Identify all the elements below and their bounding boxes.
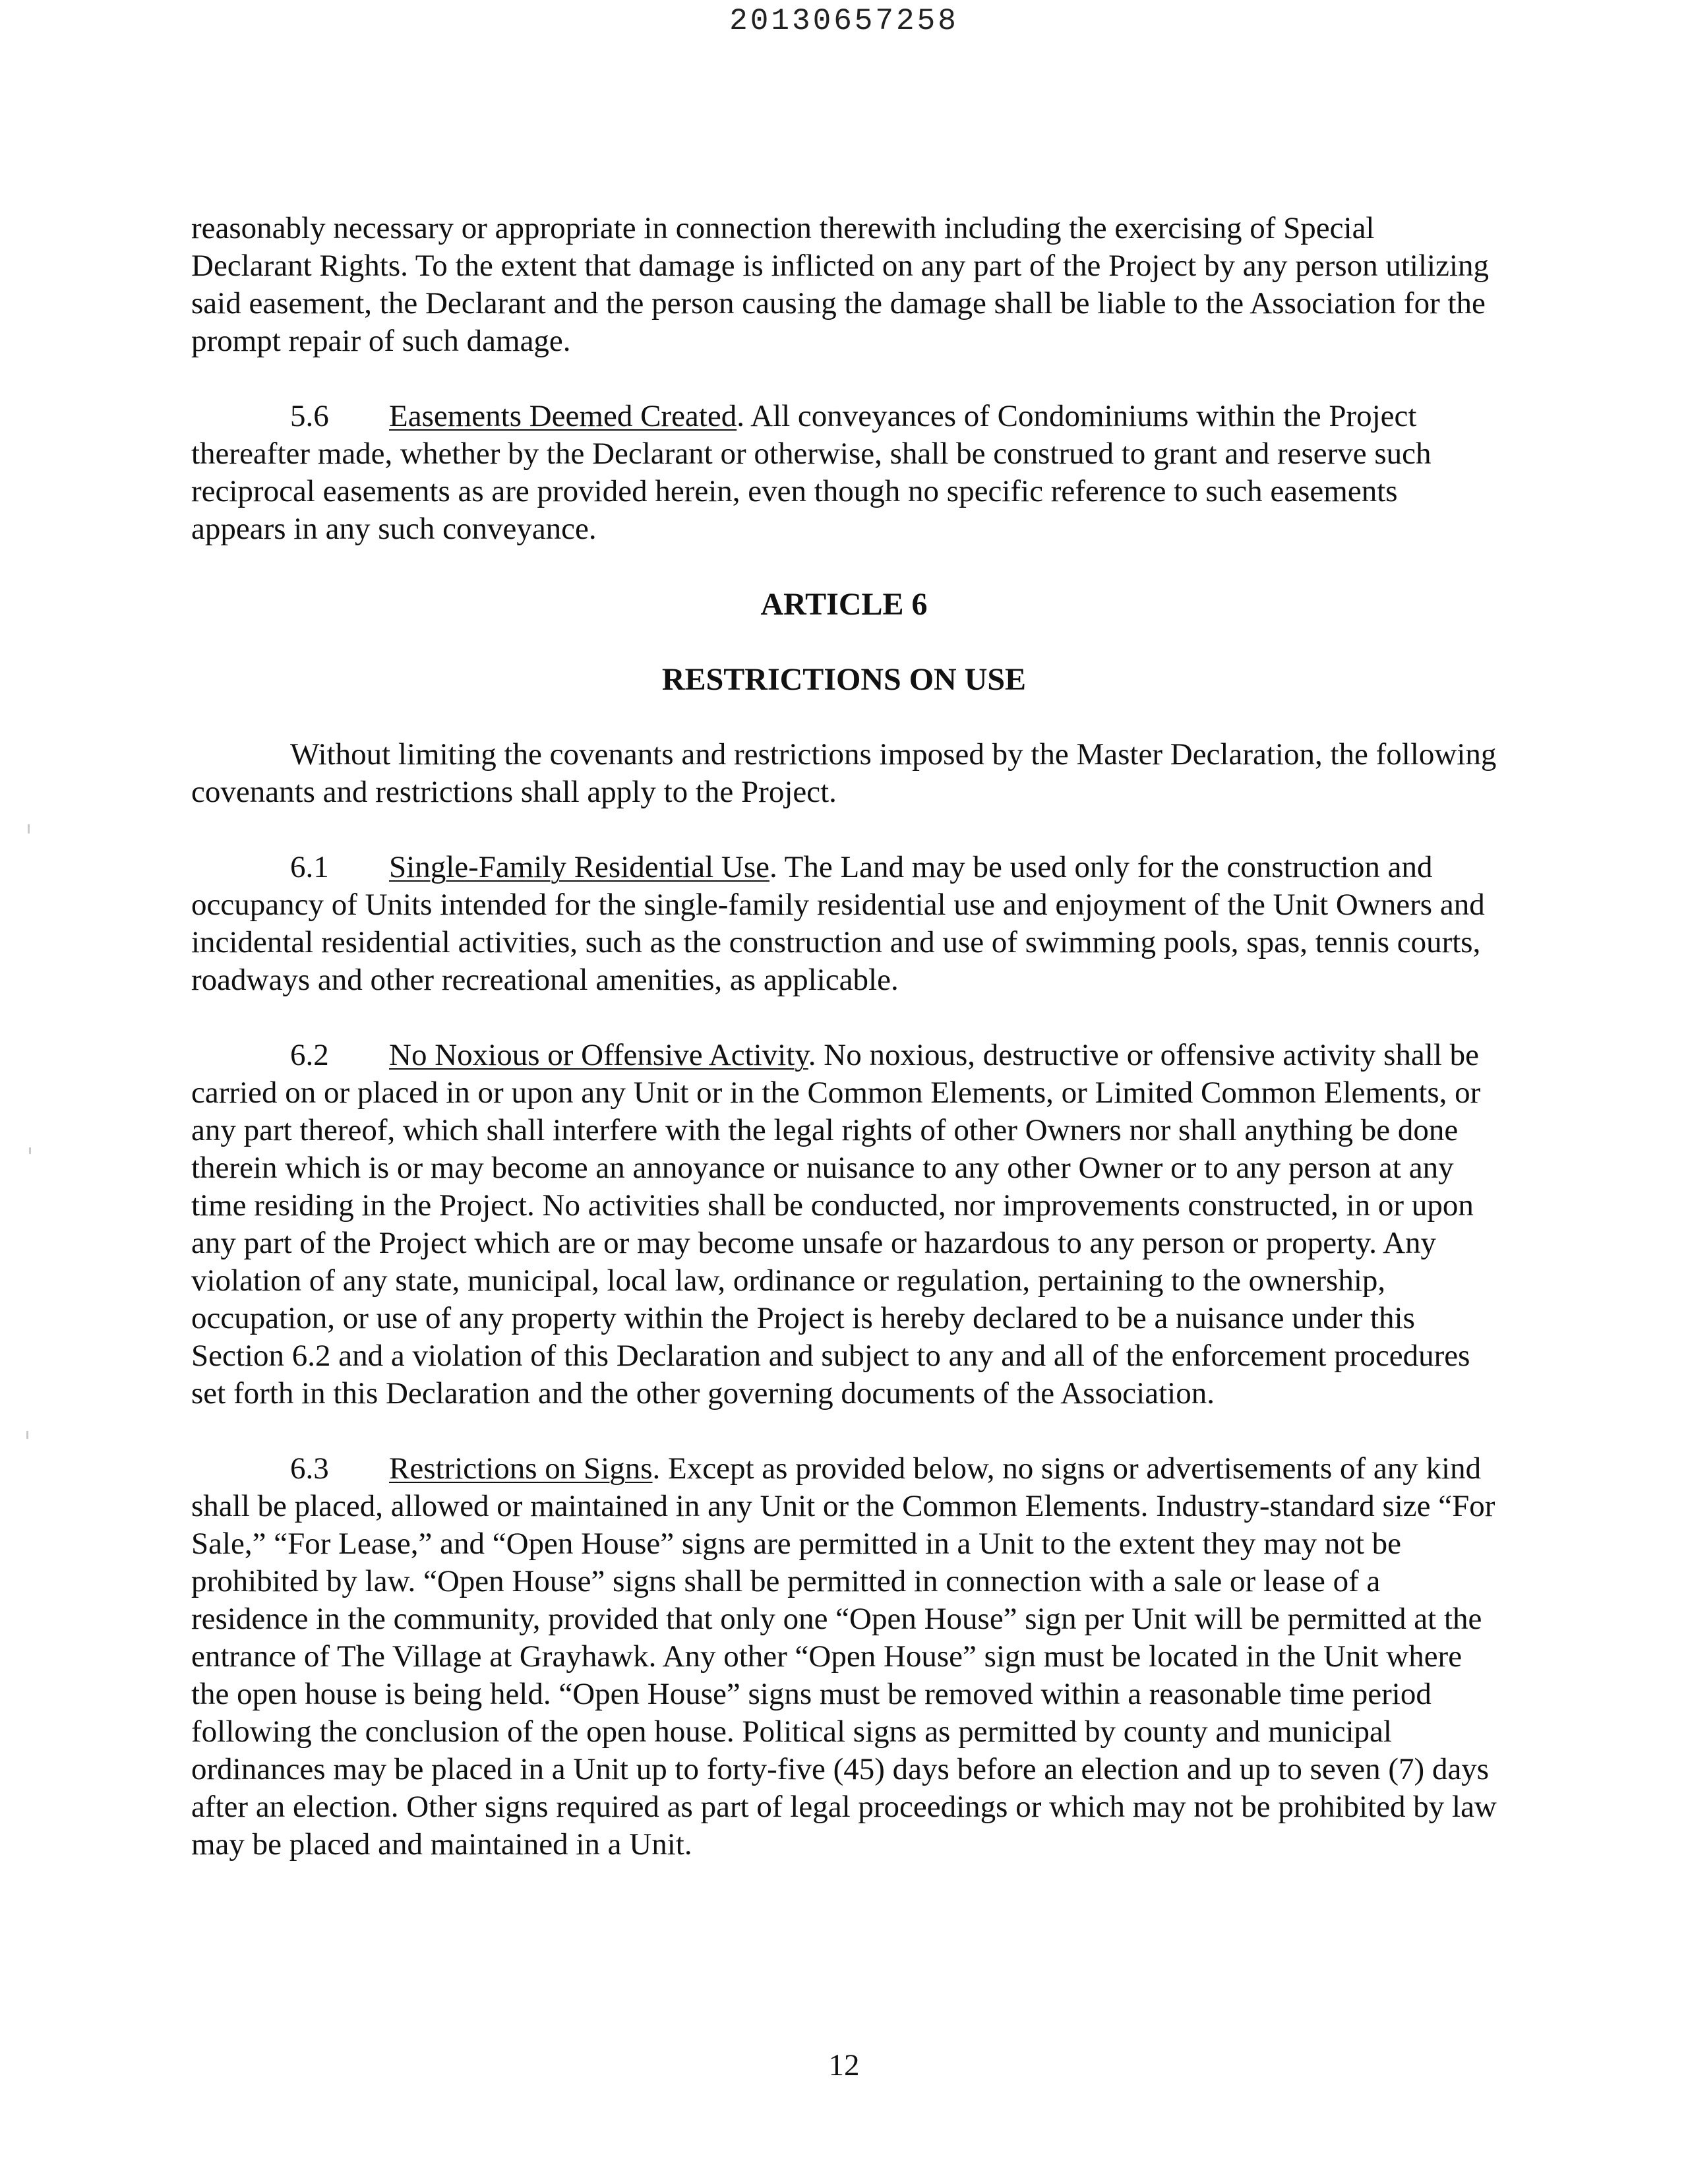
article-label: ARTICLE 6 bbox=[760, 587, 928, 622]
article-title: RESTRICTIONS ON USE bbox=[661, 662, 1027, 697]
section-number: 5.6 bbox=[290, 399, 329, 433]
page-body bbox=[191, 210, 1497, 1901]
section-5-6 bbox=[191, 398, 1497, 548]
section-number: 6.1 bbox=[290, 850, 329, 884]
section-number: 6.2 bbox=[290, 1038, 329, 1072]
section-text: . No noxious, destructive or offensive activity shall be carried on or placed in or upon any Unit or in the Common Elements, or Limited Common Elements, or any part thereof, which shall interfere with the legal rights of other Owners nor shall anything be done therein which is or may become an annoyance or nuisance to any other Owner or to any person at any time residing in the Project. No activities shall be conducted, nor improvements constructed, in or upon any part of the Project which are or may become unsafe or hazardous to any person or property. Any violation of any state, municipal, local law, ordinance or regulation, pertaining to the ownership, occupation, or use of any property within the Project is hereby declared to be a nuisance under this Section 6.2 and a violation of this Declaration and subject to any and all of the enforcement procedures set forth in this Declaration and the other governing documents of the Association. bbox=[191, 1038, 1481, 1410]
section-title: No Noxious or Offensive Activity bbox=[389, 1038, 808, 1072]
section-number: 6.3 bbox=[290, 1451, 329, 1486]
page-number: 12 bbox=[828, 2048, 860, 2082]
section-6-3 bbox=[191, 1450, 1497, 1864]
section-text: . The Land may be used only for the construction and occupancy of Units intended for the single-family residential use and enjoyment of the Unit Owners and incidental residential activities, such as the construction and use of swimming pools, spas, tennis courts, roadways and other recreational amenities, as applicable. bbox=[191, 850, 1485, 997]
article-preamble: Without limiting the covenants and restrictions imposed by the Master Declaration, the following covenants and restrictions shall apply to the Project. bbox=[191, 737, 1497, 809]
scan-mark bbox=[29, 1147, 31, 1154]
section-text: . All conveyances of Condominiums within the Project thereafter made, whether by the Declarant or otherwise, shall be construed to grant and reserve such reciprocal easements as are provided herein, even though no specific reference to such easements appears in any such conveyance. bbox=[191, 399, 1432, 546]
section-title: Single-Family Residential Use bbox=[389, 850, 769, 884]
scan-mark bbox=[28, 824, 30, 834]
section-6-2 bbox=[191, 1037, 1497, 1412]
intro-paragraph: reasonably necessary or appropriate in connection therewith including the exercising of Special Declarant Rights. To the extent that damage is inflicted on any part of the Project by any person utilizing said easement, the Declarant and the person causing the damage shall be liable to the Association for the prompt repair of such damage. bbox=[191, 211, 1490, 358]
section-title: Easements Deemed Created bbox=[389, 399, 737, 433]
section-6-1 bbox=[191, 849, 1497, 999]
scan-mark bbox=[26, 1431, 28, 1439]
section-title: Restrictions on Signs bbox=[389, 1451, 653, 1486]
document-number: 20130657258 bbox=[729, 4, 959, 38]
section-text: . Except as provided below, no signs or advertisements of any kind shall be placed, allowed or maintained in any Unit or the Common Elements. Industry-standard size “For Sale,” “For Lease,” and “Open House” signs are permitted in a Unit to the extent they may not be prohibited by law. “Open House” signs shall be permitted in connection with a sale or lease of a residence in the community, provided that only one “Open House” sign per Unit will be permitted at the entrance of The Village at Grayhawk. Any other “Open House” sign must be located in the Unit where the open house is being held. “Open House” signs must be removed within a reasonable time period following the conclusion of the open house. Political signs as permitted by county and municipal ordinances may be placed in a Unit up to forty-five (45) days before an election and up to seven (7) days after an election. Other signs required as part of legal proceedings or which may not be prohibited by law may be placed and maintained in a Unit. bbox=[191, 1451, 1497, 1862]
